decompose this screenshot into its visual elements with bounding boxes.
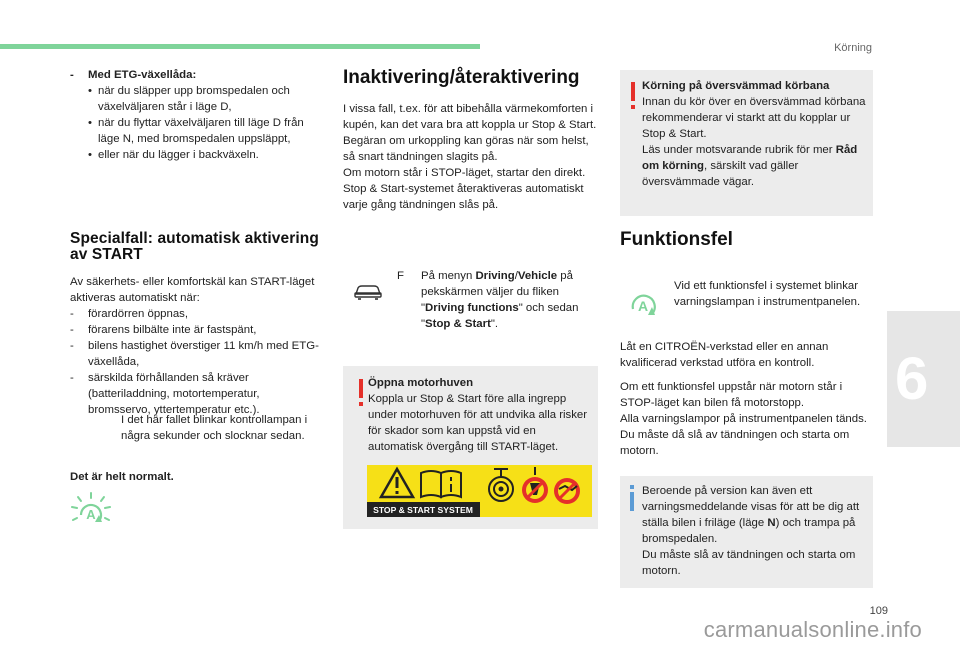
page-number: 109	[869, 605, 888, 617]
normal-note: Det är helt normalt.	[70, 471, 174, 483]
fault-paragraph-1: Låt en CITROËN-verkstad eller en annan kvalificerad verkstad utföra en kontroll.	[620, 341, 829, 369]
paragraph: Stop & Start-systemet återaktiveras automatiskt varje gång tändningen slås på.	[343, 183, 584, 211]
car-menu-icon	[353, 282, 383, 300]
svg-text:A: A	[637, 298, 649, 314]
list-item: - bilens hastighet överstiger 11 km/h med ETG-växellåda,	[70, 338, 325, 370]
info-box	[620, 476, 873, 588]
list-item: • när du flyttar växelväljaren till läge D från läge N, med bromspedalen uppsläppt,	[70, 115, 325, 147]
flood-text: Innan du kör över en översvämmad körbana rekommenderar vi starkt att du kopplar ur Stop & Start.	[642, 96, 866, 140]
lamp-note: I det här fallet blinkar kontrollampan i några sekunder och slocknar sedan.	[121, 414, 308, 442]
etg-title: - Med ETG-växellåda:	[70, 67, 325, 83]
arrow-marker: F	[397, 270, 404, 282]
list-item: - särskilda förhållanden så kräver (batteriladdning, motortemperatur, bromsservo, yttertemperatur etc.).	[70, 370, 325, 418]
paragraph: I vissa fall, t.ex. för att bibehålla värmekomforten i kupén, kan det vara bra att koppla ur Stop & Start.	[343, 103, 597, 131]
hood-label-icon	[367, 465, 592, 517]
fault-heading: Funktionsfel	[620, 229, 733, 250]
etg-list	[70, 83, 325, 163]
etg-block	[70, 67, 325, 163]
inactivation-heading: Inaktivering/återaktivering	[343, 67, 580, 88]
paragraph: Om motorn står i STOP-läget, startar den direkt.	[343, 167, 586, 179]
list-item: - förarens bilbälte inte är fastspänt,	[70, 322, 325, 338]
chapter-number: 6	[895, 345, 929, 412]
flood-text-2: Läs under motsvarande rubrik för mer Råd om körning, särskilt vad gäller översvämmade vägar.	[642, 144, 858, 188]
info-text-2: Du måste slå av tändningen och starta om motorn.	[642, 549, 856, 577]
paragraph: Du måste då slå av tändningen och starta om motorn.	[620, 429, 850, 457]
hood-title: Öppna motorhuven	[368, 377, 474, 389]
warning-exclamation-icon	[356, 379, 366, 407]
hood-text: Koppla ur Stop & Start före alla ingrepp under motorhuven för att undvika alla risker för skador som kan uppstå vid en automatisk övergång till START-läget.	[368, 393, 588, 453]
flood-warning-box	[620, 70, 873, 216]
fault-lamp-text: Vid ett funktionsfel i systemet blinkar varningslampan i instrumentpanelen.	[674, 280, 861, 308]
paragraph: Om ett funktionsfel uppstår när motorn står i STOP-läget kan bilen få motorstopp.	[620, 381, 843, 409]
special-block	[70, 274, 325, 418]
menu-instruction: På menyn Driving/Vehicle på pekskärmen väljer du fliken "Driving functions" och sedan "Stop & Start".	[421, 270, 579, 330]
section-title: Körning	[834, 42, 872, 54]
info-text: Beroende på version kan även ett varningsmeddelande visas för att be dig att ställa bilen i friläge (läge N) och trampa på bromspedalen.	[642, 485, 860, 545]
paragraph: Alla varningslampor på instrumentpanelen tänds.	[620, 413, 867, 425]
list-item: - förardörren öppnas,	[70, 306, 325, 322]
svg-text:A: A	[86, 507, 96, 522]
info-icon	[628, 485, 636, 511]
start-lamp-icon	[626, 288, 660, 320]
list-item: • eller när du lägger i backväxeln.	[70, 147, 325, 163]
warning-exclamation-icon	[628, 82, 638, 110]
paragraph: Begäran om urkoppling kan göras när som helst, så snart tändningen slagits på.	[343, 135, 589, 163]
special-heading: Specialfall: automatisk aktivering av START	[70, 230, 319, 263]
fault-paragraph-2	[620, 379, 875, 459]
list-item: • när du släpper upp bromspedalen och växelväljaren står i läge D,	[70, 83, 325, 115]
hood-label-text: STOP & START SYSTEM	[373, 505, 473, 515]
flood-title: Körning på översvämmad körbana	[642, 80, 830, 92]
start-lamp-flashing-icon	[69, 491, 113, 529]
watermark: carmanualsonline.info	[703, 617, 922, 642]
special-intro: Av säkerhets- eller komfortskäl kan START-läget aktiveras automatiskt när:	[70, 276, 315, 304]
inactivation-text	[343, 101, 598, 213]
header-accent-bar	[0, 44, 480, 49]
special-list	[70, 306, 325, 418]
